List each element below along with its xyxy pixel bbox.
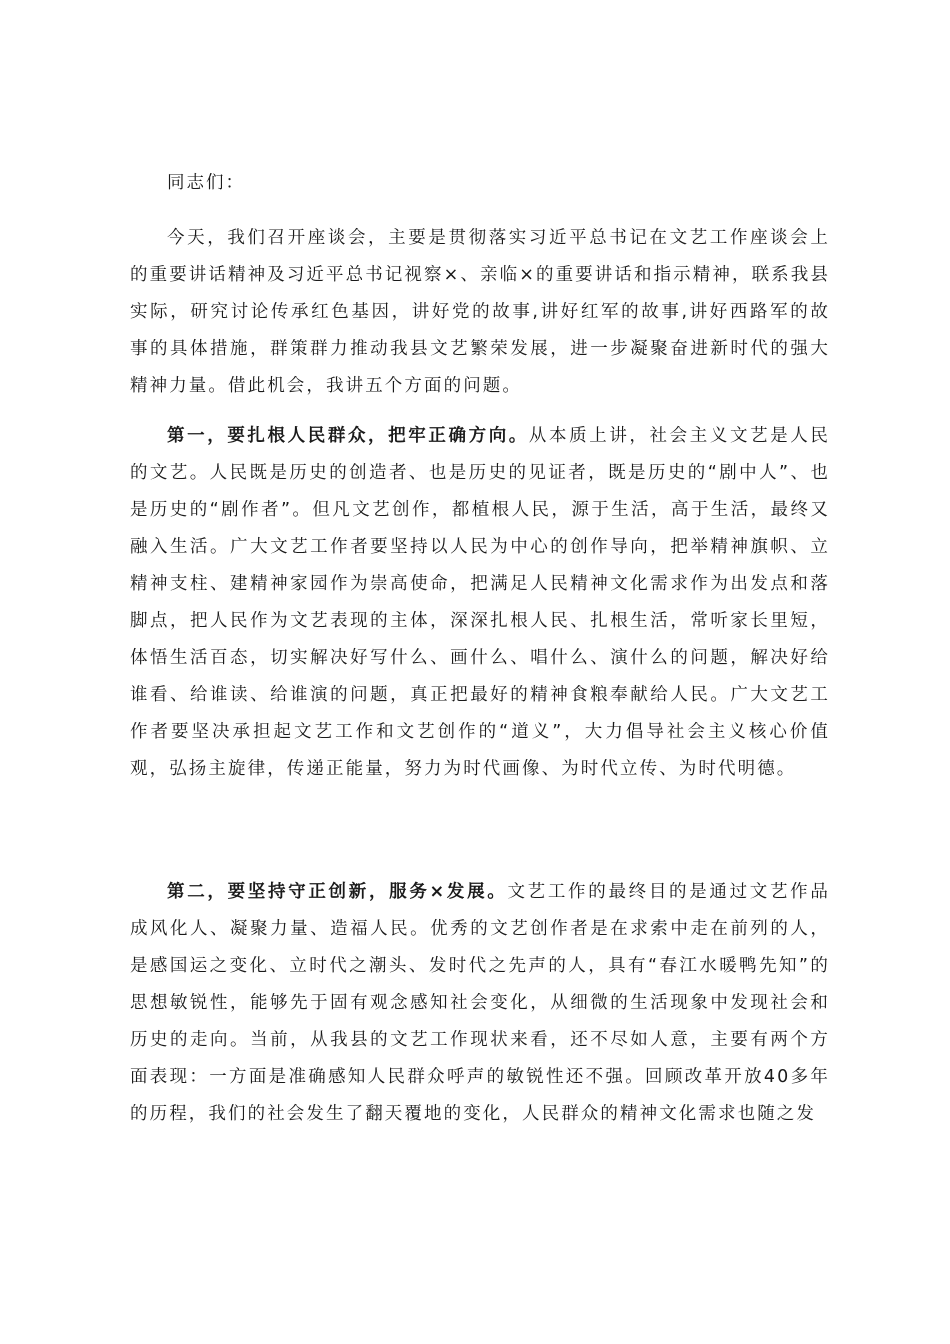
- paragraph-text: 从本质上讲，社会主义文艺是人民的文艺。人民既是历史的创造者、也是历史的见证者，既是历史的“剧中人”、也是历史的“剧作者”。但凡文艺创作，都植根人民，源于生活，高于生活，最终又融入生活。广大文艺工作者要坚持以人民为中心的创作导向，把举精神旗帜、立精神支柱、建精神家园作为崇高使命，把满足人民精神文化需求作为出发点和落脚点，把人民作为文艺表现的主体，深深扎根人民、扎根生活，常听家长里短，体悟生活百态，切实解决好写什么、画什么、唱什么、演什么的问题，解决好给谁看、给谁读、给谁演的问题，真正把最好的精神食粮奉献给人民。广大文艺工作者要坚决承担起文艺工作和文艺创作的“道义”，大力倡导社会主义核心价值观，弘扬主旋律，传递正能量，努力为时代画像、为时代立传、为时代明德。: [130, 426, 830, 779]
- paragraph-intro: [130, 220, 830, 405]
- paragraph-text: 文艺工作的最终目的是通过文艺作品成风化人、凝聚力量、造福人民。优秀的文艺创作者是在求索中走在前列的人，是感国运之变化、立时代之潮头、发时代之先声的人，具有“春江水暖鸭先知”的思想敏锐性，能够先于固有观念感知社会变化，从细微的生活现象中发现社会和历史的走向。当前，从我县的文艺工作现状来看，还不尽如人意，主要有两个方面表现：一方面是准确感知人民群众呼声的敏锐性还不强。回顾改革开放40多年的历程，我们的社会发生了翻天覆地的变化，人民群众的精神文化需求也随之发: [130, 882, 830, 1124]
- paragraph-point-two: [130, 874, 830, 1133]
- paragraph-text: 今天，我们召开座谈会，主要是贯彻落实习近平总书记在文艺工作座谈会上的重要讲话精神及习近平总书记视察×、亲临×的重要讲话和指示精神，联系我县实际，研究讨论传承红色基因，讲好党的故事,讲好红军的故事,讲好西路军的故事的具体措施，群策群力推动我县文艺繁荣发展，进一步凝聚奋进新时代的强大精神力量。借此机会，我讲五个方面的问题。: [130, 228, 830, 396]
- greeting: 同志们：: [167, 173, 245, 193]
- paragraph-lead: 第二，要坚持守正创新，服务×发展。: [167, 882, 508, 902]
- paragraph-point-one: [130, 418, 830, 788]
- paragraph-lead: 第一，要扎根人民群众，把牢正确方向。: [167, 426, 529, 446]
